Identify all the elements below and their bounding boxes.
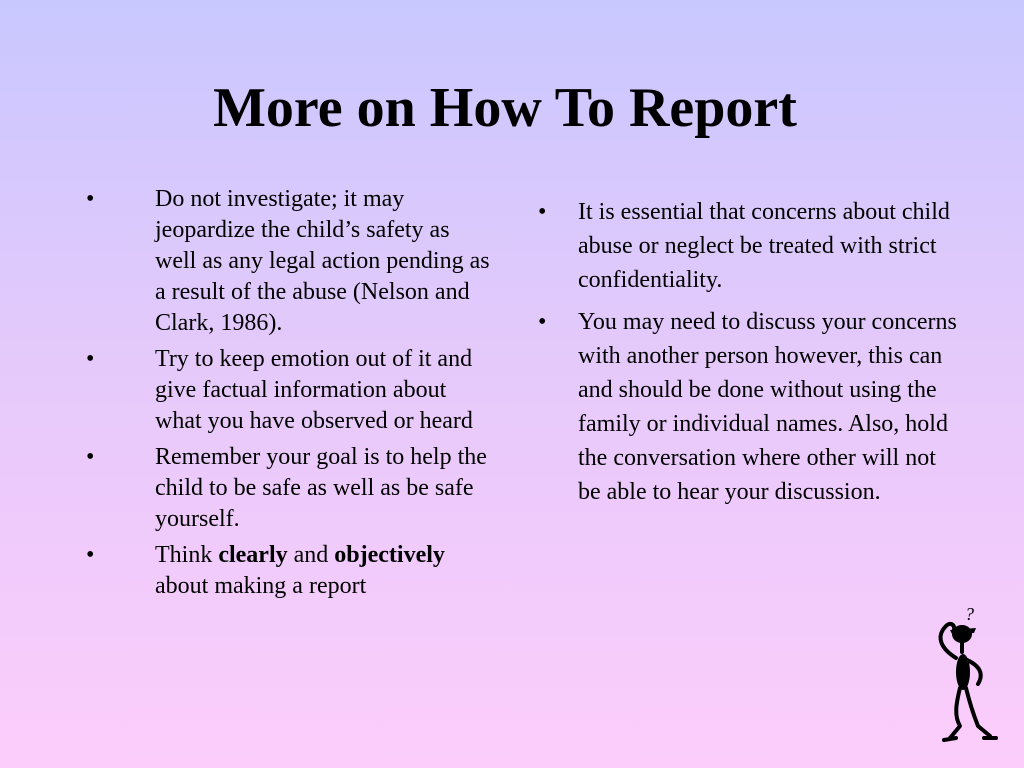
bullet-icon: • <box>86 346 95 372</box>
list-item <box>86 184 496 339</box>
list-item <box>86 540 496 602</box>
left-foot <box>944 738 956 740</box>
left-bullet-list <box>86 184 496 607</box>
text-run: and <box>287 542 335 568</box>
bullet-icon: • <box>86 186 95 212</box>
list-item-text: Remember your goal is to help the child to be safe as well as be safe yourself. <box>155 444 487 532</box>
bullet-icon: • <box>538 199 547 225</box>
bold-text-objectively: objectively <box>334 542 445 568</box>
list-item-text: You may need to discuss your concerns with another person however, this can and should be done without using the family or individual names. Also, hold the conversation where other will not be able to hear your discussion. <box>578 309 957 505</box>
right-leg <box>966 688 990 736</box>
list-item <box>86 442 496 535</box>
list-item-text: Do not investigate; it may jeopardize the child’s safety as well as any legal action pending as a result of the abuse (Nelson and Clark, 1986). <box>155 186 490 336</box>
right-bullet-list <box>538 195 958 517</box>
thinking-figure-icon <box>922 600 1002 746</box>
slide-title: More on How To Report <box>213 77 797 139</box>
bullet-icon: • <box>86 444 95 470</box>
bullet-icon: • <box>86 542 95 568</box>
list-item-text: Try to keep emotion out of it and give factual information about what you have observed or heard <box>155 346 473 434</box>
text-run: about making a report <box>155 573 367 599</box>
bullet-icon: • <box>538 309 547 335</box>
text-run: Think <box>155 542 219 568</box>
list-item <box>538 195 958 297</box>
list-item-text: It is essential that concerns about child abuse or neglect be treated with strict confidentiality. <box>578 199 950 293</box>
list-item <box>538 305 958 509</box>
left-leg <box>950 688 960 738</box>
bold-text-clearly: clearly <box>218 542 288 568</box>
list-item-text <box>155 542 445 599</box>
raised-arm <box>941 624 956 658</box>
question-mark: ? <box>965 604 974 624</box>
list-item <box>86 344 496 437</box>
